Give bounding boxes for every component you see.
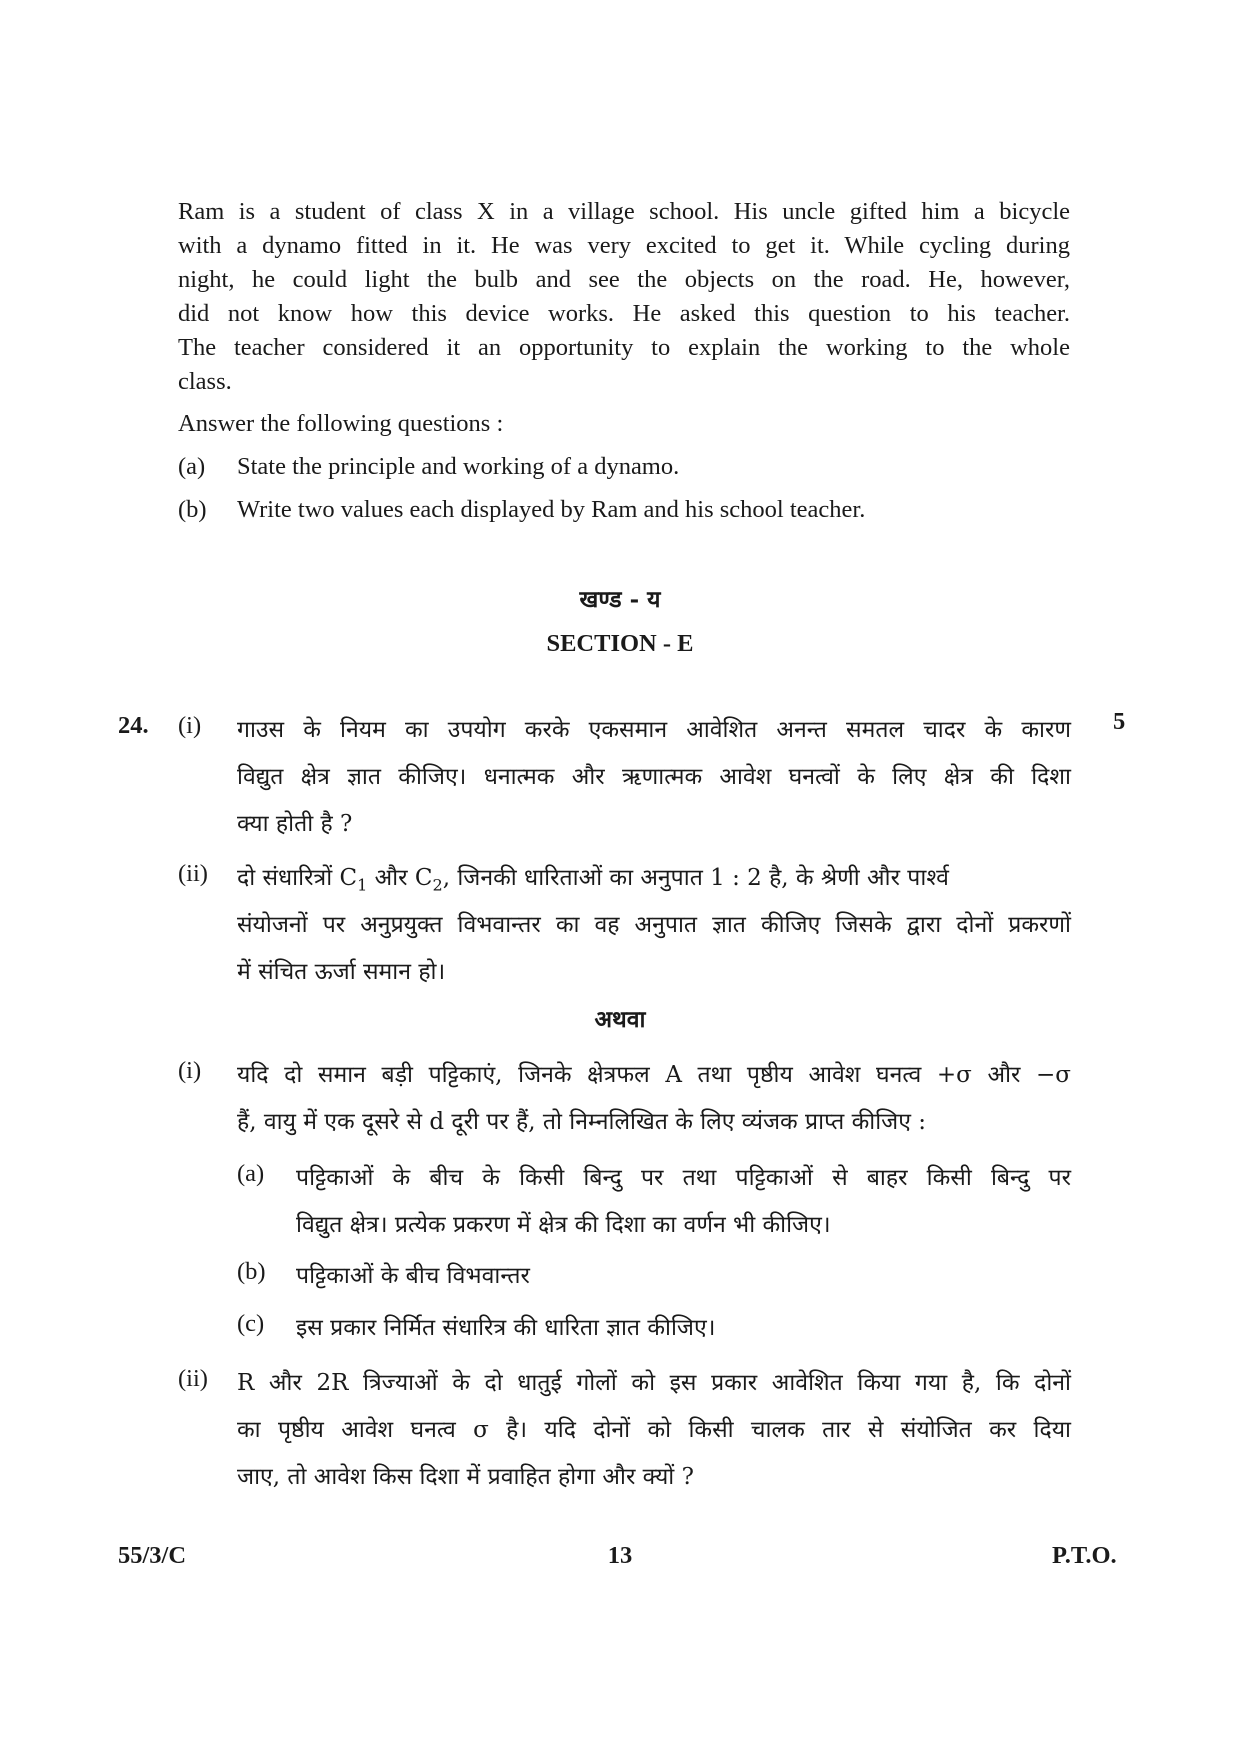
section-heading-hindi: खण्ड - य	[579, 586, 661, 613]
question-number: 24.	[118, 712, 149, 739]
please-turn-over: P.T.O.	[1052, 1542, 1117, 1569]
q-line: पट्टिकाओं के बीच के किसी बिन्दु पर तथा पट्टिकाओं से बाहर किसी बिन्दु पर	[296, 1165, 1071, 1191]
part-label: (i)	[178, 1057, 202, 1084]
q-line: संयोजनों पर अनुप्रयुक्त विभवान्तर का वह अनुपात ज्ञात कीजिए जिसके द्वारा दोनों प्रकरणों	[237, 912, 1071, 938]
item-label: (b)	[178, 496, 207, 523]
q-line	[237, 860, 1071, 895]
q-line-segment	[237, 860, 949, 895]
q-line: पट्टिकाओं के बीच विभवान्तर	[296, 1263, 530, 1289]
q-line: यदि दो समान बड़ी पट्टिकाएं, जिनके क्षेत्रफल A तथा पृष्ठीय आवेश घनत्व +σ और −σ	[237, 1062, 1071, 1088]
item-text: State the principle and working of a dynamo.	[237, 453, 680, 480]
q-line: R और 2R त्रिज्याओं के दो धातुई गोलों को इस प्रकार आवेशित किया गया है, कि दोनों	[237, 1370, 1071, 1396]
q-line: विद्युत क्षेत्र ज्ञात कीजिए। धनात्मक और ऋणात्मक आवेश घनत्वों के लिए क्षेत्र की दिशा	[237, 764, 1071, 790]
paper-code: 55/3/C	[118, 1542, 187, 1569]
passage-line: Ram is a student of class X in a village school. His uncle gifted him a bicycle	[178, 198, 1070, 225]
q-line: जाए, तो आवेश किस दिशा में प्रवाहित होगा और क्यों ?	[237, 1464, 694, 1490]
passage-line: class.	[178, 368, 232, 395]
subscript: 1	[357, 875, 368, 895]
passage-line: with a dynamo fitted in it. He was very excited to get it. While cycling during	[178, 232, 1070, 259]
text: दो संधारित्रों C	[237, 865, 358, 891]
part-label: (ii)	[178, 860, 208, 887]
marks: 5	[1113, 708, 1126, 735]
text: , जिनकी धारिताओं का अनुपात 1 : 2 है, के श्रेणी और पार्श्व	[442, 865, 949, 891]
q-line: का पृष्ठीय आवेश घनत्व σ है। यदि दोनों को किसी चालक तार से संयोजित कर दिया	[237, 1417, 1071, 1443]
passage-line: did not know how this device works. He asked this question to his teacher.	[178, 300, 1070, 327]
sub-label: (a)	[237, 1160, 265, 1187]
q-line: हैं, वायु में एक दूसरे से d दूरी पर हैं, तो निम्नलिखित के लिए व्यंजक प्राप्त कीजिए :	[237, 1109, 927, 1135]
q-line: इस प्रकार निर्मित संधारित्र की धारिता ज्ञात कीजिए।	[296, 1315, 716, 1341]
q-line: गाउस के नियम का उपयोग करके एकसमान आवेशित अनन्त समतल चादर के कारण	[237, 717, 1071, 743]
subscript: 2	[432, 875, 443, 895]
part-label: (ii)	[178, 1365, 208, 1392]
sub-label: (c)	[237, 1310, 265, 1337]
q-line: क्या होती है ?	[237, 811, 353, 837]
text: और C	[367, 865, 433, 891]
or-heading: अथवा	[594, 1006, 646, 1033]
section-heading: SECTION - E	[546, 630, 694, 657]
instruction: Answer the following questions :	[178, 410, 504, 437]
passage-line: night, he could light the bulb and see the objects on the road. He, however,	[178, 266, 1070, 293]
page-number: 13	[607, 1542, 633, 1569]
item-label: (a)	[178, 453, 206, 480]
q-line: में संचित ऊर्जा समान हो।	[237, 959, 446, 985]
part-label: (i)	[178, 712, 202, 739]
sub-label: (b)	[237, 1258, 266, 1285]
q-line: विद्युत क्षेत्र। प्रत्येक प्रकरण में क्षेत्र की दिशा का वर्णन भी कीजिए।	[296, 1212, 831, 1238]
passage-line: The teacher considered it an opportunity to explain the working to the whole	[178, 334, 1070, 361]
item-text: Write two values each displayed by Ram and his school teacher.	[237, 496, 866, 523]
